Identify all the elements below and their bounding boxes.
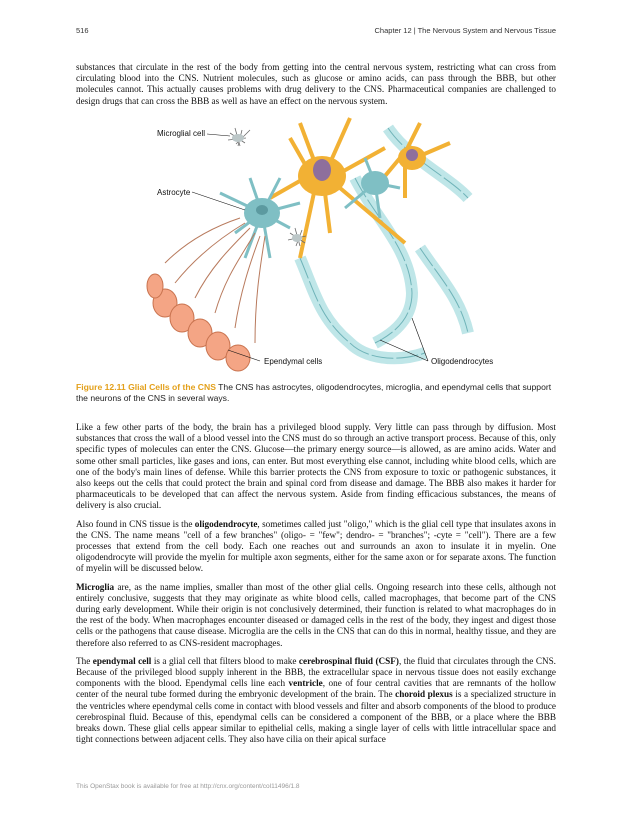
main-text — [76, 422, 556, 752]
caption-label: Figure 12.11 Glial Cells of the CNS — [76, 382, 216, 392]
term-microglia: Microglia — [76, 581, 115, 592]
paragraph-microglia — [76, 582, 556, 649]
p2-text-a: Also found in CNS tissue is the — [76, 518, 195, 529]
label-microglial-cell: Microglial cell — [157, 129, 206, 138]
term-choroid-plexus: choroid plexus — [395, 689, 453, 700]
p4-text-c: , the fluid that circulates through the CNS. Because of the privileged blood supply inherent in the BBB, the extracellular space in nervous tissue does not easily exchange components with the blood. Ependymal cells line each — [76, 655, 556, 689]
footer-note: This OpenStax book is available for free at http://cnx.org/content/col11496/1.8 — [76, 783, 300, 790]
label-ependymal-cells: Ependymal cells — [264, 357, 323, 366]
p4-text-b: is a glial cell that filters blood to make — [151, 655, 299, 666]
paragraph-oligodendrocyte — [76, 519, 556, 575]
label-astrocyte: Astrocyte — [157, 188, 191, 197]
term-ependymal-cell: ependymal cell — [92, 655, 152, 666]
label-oligodendrocytes: Oligodendrocytes — [431, 357, 494, 366]
ependymal-cells — [147, 274, 250, 371]
glial-cells-figure — [150, 118, 494, 373]
term-ventricle: ventricle — [288, 678, 323, 689]
term-oligodendrocyte: oligodendrocyte — [194, 518, 258, 529]
term-csf: cerebrospinal fluid (CSF) — [298, 655, 399, 666]
glial-cells-illustration — [150, 118, 494, 373]
p4-text-d: , one of four central cavities that are remnants of the hollow center of the neural tube formed during the embryonic development of the brain. The — [76, 678, 556, 700]
paragraph-ependymal — [76, 656, 556, 746]
caption-text: The CNS has astrocytes, oligodendrocytes, microglia, and ependymal cells that support the neurons of the CNS in several ways. — [76, 382, 552, 403]
p2-text-b: , sometimes called just "oligo," which is the glial cell type that insulates axons in the CNS. The name means "cell of a few branches" (oligo- = "few"; dendro- = "branches"; -cyte = "cell"). There are a few processes that extend from the cell body. Each one reaches out and surrounds an axon to insulate it in myelin. One oligodendrocyte will provide the myelin for multiple axon segments, either for the same axon or for separate axons. The function of myelin will be discussed below. — [76, 518, 557, 574]
p3-text: are, as the name implies, smaller than most of the other glial cells. Ongoing research into these cells, although not entirely conclusive, suggests that they may originate as white blood cells, called macrophages, that become part of the CNS during early development. While their origin is not conclusively determined, their function is related to what macrophages do in the rest of the body. When macrophages encounter diseased or damaged cells in the rest of the body, they ingest and digest those cells or the pathogens that cause disease. Microglia are the cells in the CNS that can do this in normal, healthy tissue, and they are therefore also referred to as CNS-resident macrophages. — [76, 581, 556, 648]
chapter-title: Chapter 12 | The Nervous System and Nervous Tissue — [374, 26, 556, 35]
page-number: 516 — [76, 26, 89, 35]
intro-text — [76, 62, 556, 114]
p4-text-a: The — [76, 655, 93, 666]
p4-text-e: is a specialized structure in the ventricles where ependymal cells come in contact with blood vessels and filter and absorb components of the blood to produce cerebrospinal fluid. Because of this, ependymal cells can be considered a component of the BBB, or a place where the BBB breaks down. These glial cells appear similar to epithelial cells, making a single layer of cells with little intracellular space and tight connections between adjacent cells. They also have cilia on their apical surface — [76, 689, 557, 745]
intro-paragraph: substances that circulate in the rest of the body from getting into the central nervous system, restricting what can cross from circulating blood into the CNS. Nutrient molecules, such as glucose or amino acids, can pass through the BBB, but other molecules cannot. This actually causes problems with drug delivery to the CNS. Pharmaceutical companies are challenged to design drugs that can cross the BBB as well as have an effect on the nervous system. — [76, 62, 556, 106]
paragraph-blood-supply: Like a few other parts of the body, the brain has a privileged blood supply. Very little can pass through by diffusion. Most substances that cross the wall of a blood vessel into the CNS must do so through an active transport process. Because of this, only specific types of molecules can enter the CNS. Glucose—the primary energy source—is allowed, as are amino acids. Water and some other small particles, like gases and ions, can enter. But most everything else cannot, including white blood cells, which are one of the body's main lines of defense. While this barrier protects the CNS from exposure to toxic or pathogenic substances, it also keeps out the cells that could protect the brain and spinal cord from disease and damage. The BBB also makes it harder for pharmaceuticals to be developed that can affect the nervous system. Aside from finding efficacious substances, the means of delivery is also crucial. — [76, 422, 556, 511]
figure-caption — [76, 382, 556, 404]
